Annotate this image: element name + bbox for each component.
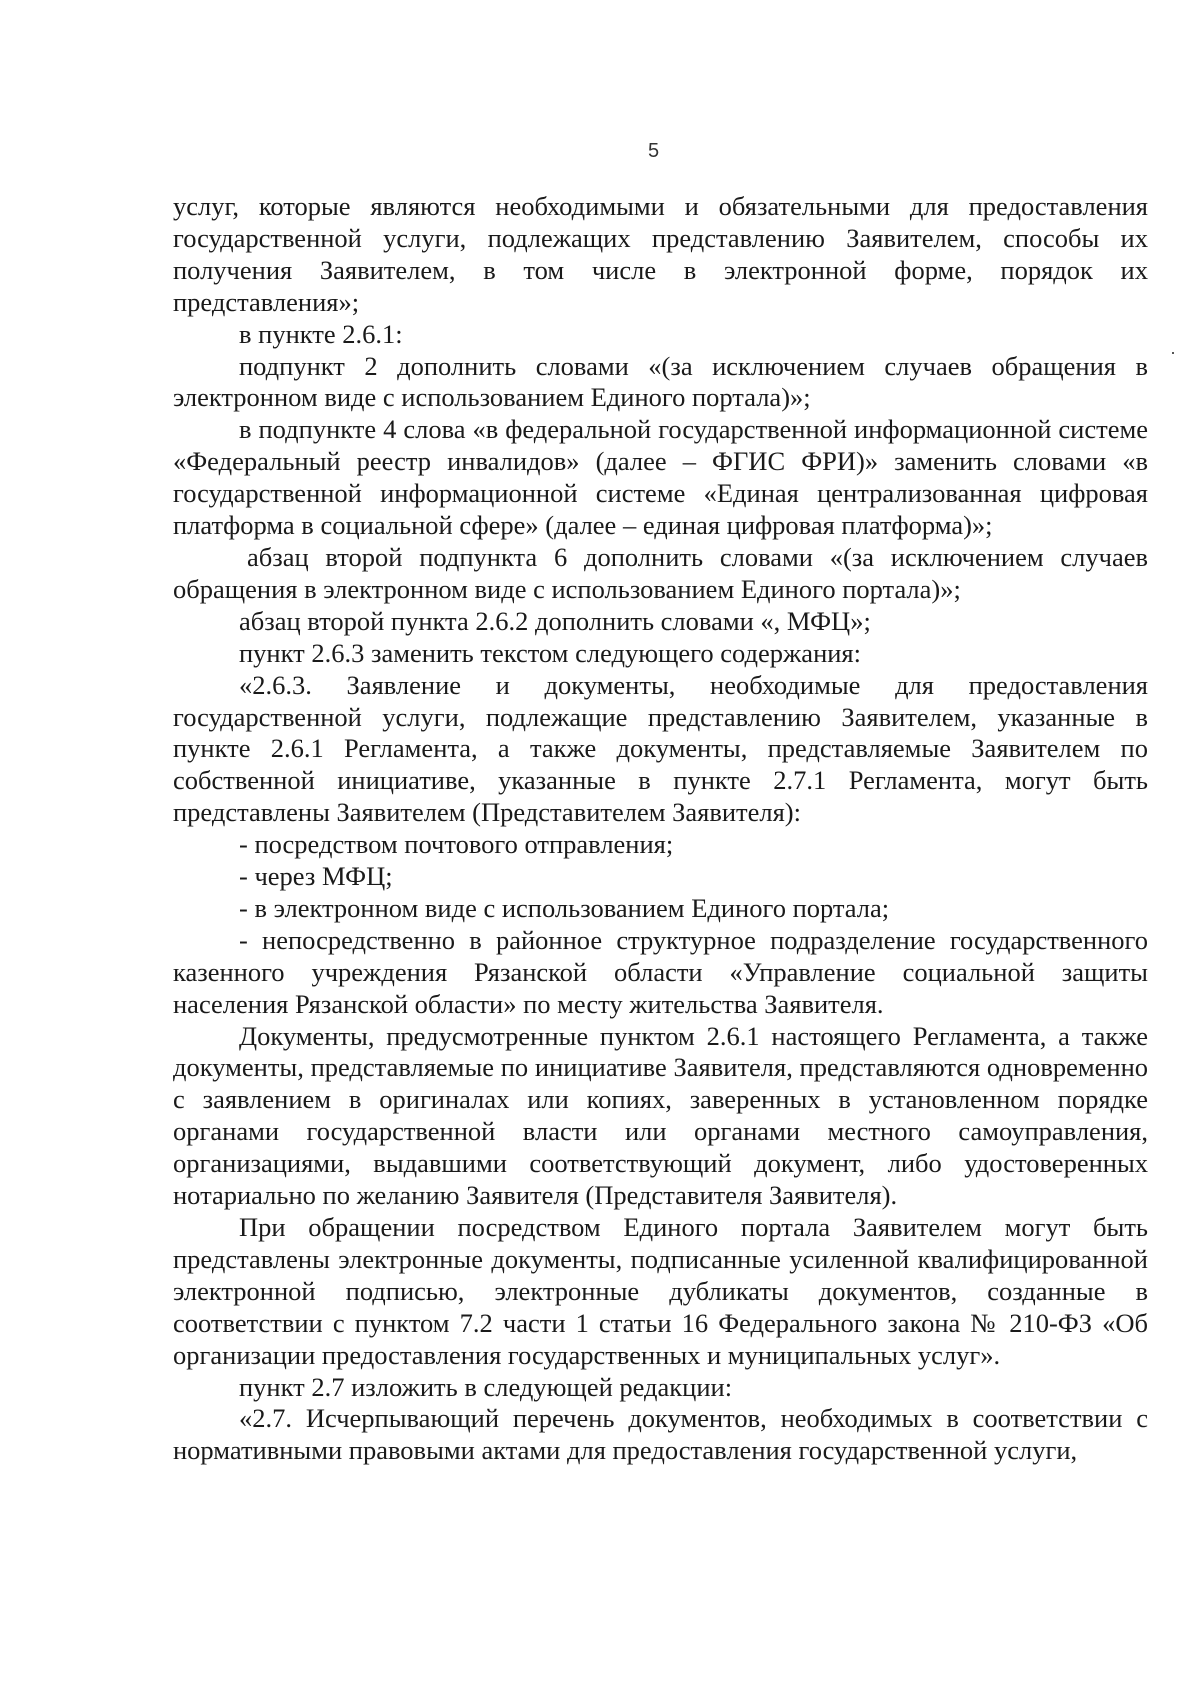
list-item-portal: - в электронном виде с использованием Единого портала; bbox=[239, 892, 890, 923]
paragraph-point-2-6-3-intro: пункт 2.6.3 заменить текстом следующего содержания: bbox=[239, 637, 861, 668]
paragraph-point-2-7-text: «2.7. Исчерпывающий перечень документов, необходимых в соответствии с нормативными правовыми актами для предоставления государственной услуги, bbox=[173, 1403, 1148, 1466]
list-item-mfc: - через МФЦ; bbox=[239, 861, 393, 892]
paragraph-point-2-6-2: абзац второй пункта 2.6.2 дополнить словами «, МФЦ»; bbox=[239, 605, 871, 636]
paragraph-subpoint-6: абзац второй подпункта 6 дополнить словами «(за исключением случаев обращения в электронном виде с использованием Единого портала)»; bbox=[173, 541, 1148, 604]
paragraph-portal-submission: При обращении посредством Единого портала Заявителем могут быть представлены электронные документы, подписанные усиленной квалифицированной электронной подписью, электронные дубликаты документов, созданные в соответствии с пунктом 7.2 части 1 статьи 16 Федерального закона № 210-ФЗ «Об организации предоставления государственных и муниципальных услуг». bbox=[173, 1212, 1148, 1370]
paragraph-subpoint-2: подпункт 2 дополнить словами «(за исключением случаев обращения в электронном виде с использованием Единого портала)»; bbox=[173, 350, 1148, 413]
paragraph-point-2-7-intro: пункт 2.7 изложить в следующей редакции: bbox=[239, 1371, 733, 1402]
paragraph-continuation: услуг, которые являются необходимыми и обязательными для предоставления государственной услуги, подлежащих представлению Заявителем, способы их получения Заявителем, в том числе в электронной форме, порядок их представления»; bbox=[173, 191, 1148, 317]
document-body bbox=[173, 191, 1148, 1467]
paragraph-point-2-6-1: в пункте 2.6.1: bbox=[239, 318, 403, 349]
paragraph-point-2-6-3-text: «2.6.3. Заявление и документы, необходимые для предоставления государственной услуги, подлежащие представлению Заявителем, указанные в пункте 2.6.1 Регламента, а также документы, представляемые Заявителем по собственной инициативе, указанные в пункте 2.7.1 Регламента, могут быть представлены Заявителем (Представителем Заявителя): bbox=[173, 669, 1148, 828]
scan-speck bbox=[1172, 352, 1174, 354]
paragraph-subpoint-4: в подпункте 4 слова «в федеральной государственной информационной системе «Федеральный реестр инвалидов» (далее – ФГИС ФРИ)» заменить словами «в государственной информационной системе «Единая централизованная цифровая платформа в социальной сфере» (далее – единая цифровая платформа)»; bbox=[173, 414, 1148, 541]
page-number: 5 bbox=[648, 140, 660, 162]
list-item-mail: - посредством почтового отправления; bbox=[239, 829, 674, 860]
paragraph-documents: Документы, предусмотренные пунктом 2.6.1 настоящего Регламента, а также документы, представляемые по инициативе Заявителя, представляются одновременно с заявлением в оригиналах или копиях, заверенных в установленном порядке органами государственной власти или органами местного самоуправления, организациями, выдавшими соответствующий документ, либо удостоверенных нотариально по желанию Заявителя (Представителя Заявителя). bbox=[173, 1020, 1148, 1211]
list-item-directly: - непосредственно в районное структурное подразделение государственного казенного учреждения Рязанской области «Управление социальной защиты населения Рязанской области» по месту жительства Заявителя. bbox=[173, 924, 1148, 1019]
